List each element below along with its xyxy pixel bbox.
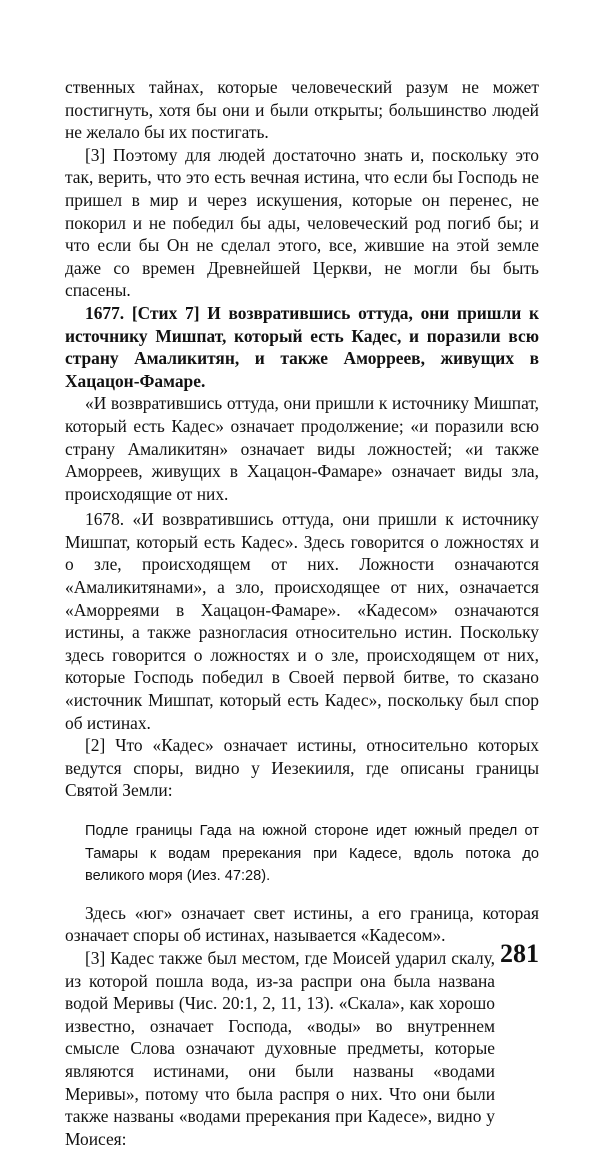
paragraph-1678: 1678. «И возвратившись оттуда, они пришли к источнику Мишпат, который есть Кадес». Здесь говорится о ложностях и о зле, происходящем от них. Ложности означаются «Амаликитянами», а зло, происходящее от них, означается «Аморреями в Хацацон-Фамаре». «Кадесом» означаются истины, а также разногласия относительно истин. Поскольку здесь говорится о ложностях и о зле, происходящем от них, которые Господь победил в Своей первой битве, то сказано «источник Мишпат, который есть Кадес», поскольку был спор об истинах.: [65, 509, 539, 733]
scripture-quote-ezekiel: Подле границы Гада на южной стороне идет южный предел от Тамары к водам пререкания при Кадесе, вдоль потока до великого моря (Иез. 47:28).: [85, 823, 539, 885]
page-number: 281: [500, 939, 539, 968]
paragraph-verse-meanings: «И возвратившись оттуда, они пришли к источнику Мишпат, который есть Кадес» означает продолжение; «и поразили всю страну Амаликитян» означает виды ложностей; «и также Аморреев, живущих в Хацацон-Фамаре» означает виды зла, происходящие от них.: [65, 393, 539, 504]
paragraph-3-salvation: [3] Поэтому для людей достаточно знать и, поскольку это так, верить, что это есть вечная истина, что если бы Господь не пришел в мир и через искушения, которые он перенес, не покорил и не победил бы ады, человеческий род погиб бы; и что если бы Он не сделал этого, все, жившие на этой земле даже со времен Древнейшей Церкви, не могли бы быть спасены.: [65, 144, 539, 301]
verse-heading-1677: [65, 302, 539, 392]
page-body: [65, 76, 539, 1150]
paragraph-south-meaning: Здесь «юг» означает свет истины, а его граница, которая означает споры об истинах, называется «Кадесом».: [65, 902, 539, 946]
section-number-1677: 1677.: [85, 302, 125, 323]
paragraph-3-meribah: [3] Кадес также был местом, где Моисей ударил скалу, из которой пошла вода, из-за распри она была названа водой Меривы (Чис. 20:1, 2, 11, 13). «Скала», как хорошо известно, означает Господа, «воды» во внутреннем смысле Слова означают духовные предметы, которые являются истинами, они были названы «водами Меривы», потому что была распря о них. Что они были также названы «водами пререкания при Кадесе», видно у Моисея:: [65, 947, 495, 1149]
paragraph-continuation: ственных тайнах, которые человеческий разум не может постигнуть, хотя бы они и были открыты; большинство людей не желало бы их постигать.: [65, 77, 539, 143]
verse-text-1677: [Стих 7] И возвратившись оттуда, они пришли к источнику Мишпат, который есть Кадес, и поразили всю страну Амаликитян, и также Аморреев, живущих в Хацацон-Фамаре.: [65, 302, 539, 391]
paragraph-2-kadesh-truths: [2] Что «Кадес» означает истины, относительно которых ведутся споры, видно у Иезекииля, где описаны границы Святой Земли:: [65, 735, 539, 801]
